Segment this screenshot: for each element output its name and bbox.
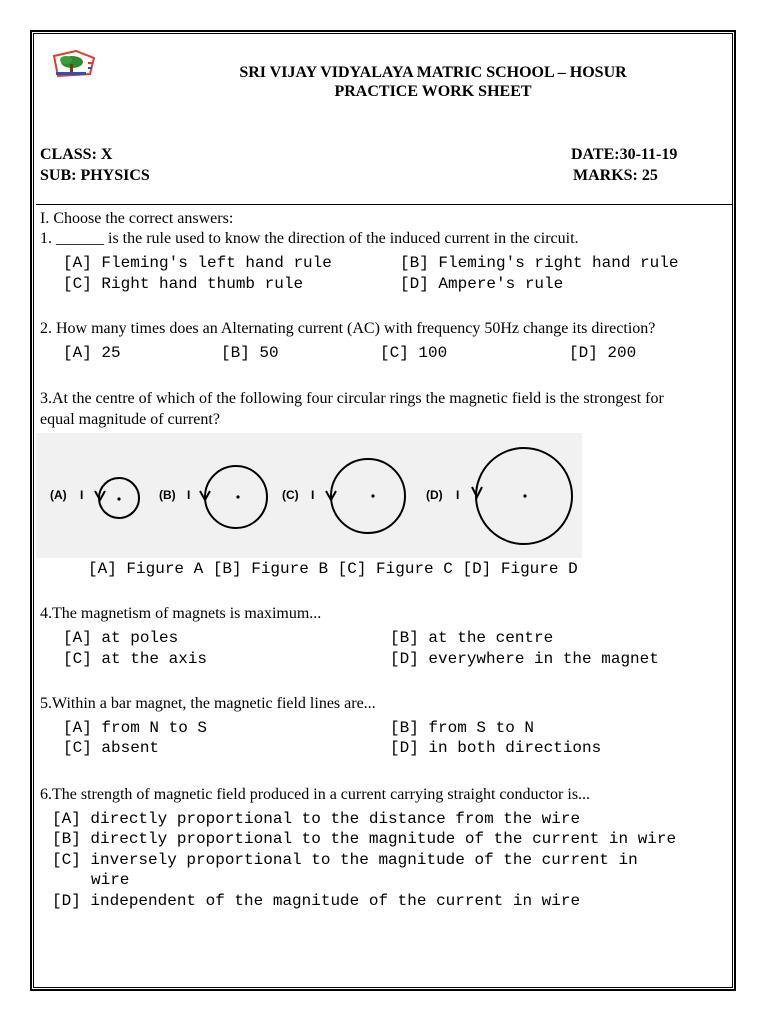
school-header	[160, 63, 706, 101]
figure-label-b: (B)	[159, 488, 176, 502]
question-2-option-a[interactable]: [A] 25	[63, 344, 121, 362]
school-name: SRI VIJAY VIDYALAYA MATRIC SCHOOL – HOSUR	[239, 64, 627, 81]
question-3-text-line2: equal magnitude of current?	[40, 411, 220, 428]
subject-label: SUB: PHYSICS	[40, 167, 150, 184]
question-4-option-a[interactable]: [A] at poles	[63, 629, 179, 647]
question-5-text: 5.Within a bar magnet, the magnetic field lines are...	[40, 695, 376, 712]
question-6-option-c-continued: wire	[91, 871, 130, 889]
question-6-option-d[interactable]: [D] independent of the magnitude of the current in wire	[52, 892, 581, 910]
question-2-option-c[interactable]: [C] 100	[380, 344, 448, 362]
centre-dot-a	[117, 497, 120, 500]
question-1-option-b[interactable]: [B] Fleming's right hand rule	[400, 254, 679, 272]
question-6-option-c[interactable]: [C] inversely proportional to the magnitude of the current in	[52, 851, 638, 869]
current-label-b: I	[187, 488, 191, 502]
school-logo	[50, 50, 98, 80]
question-6-option-b[interactable]: [B] directly proportional to the magnitude of the current in wire	[52, 830, 677, 848]
current-label-c: I	[311, 488, 315, 502]
question-4-option-c[interactable]: [C] at the axis	[63, 650, 208, 668]
question-1-option-d[interactable]: [D] Ampere's rule	[400, 275, 564, 293]
centre-dot-c	[371, 494, 374, 497]
ring-c	[331, 459, 405, 533]
header-divider	[36, 204, 733, 205]
date-label: DATE:30-11-19	[571, 146, 678, 163]
question-5-option-c[interactable]: [C] absent	[63, 739, 160, 757]
worksheet-title: PRACTICE WORK SHEET	[334, 83, 532, 100]
ring-b	[205, 466, 267, 528]
current-label-d: I	[456, 488, 460, 502]
question-4-option-b[interactable]: [B] at the centre	[390, 629, 554, 647]
question-4-option-d[interactable]: [D] everywhere in the magnet	[390, 650, 659, 668]
question-6-option-a[interactable]: [A] directly proportional to the distance from the wire	[52, 810, 581, 828]
question-2-text: 2. How many times does an Alternating current (AC) with frequency 50Hz change its direction?	[40, 320, 656, 337]
question-2-option-d[interactable]: [D] 200	[569, 344, 637, 362]
class-label: CLASS: X	[40, 146, 113, 163]
question-1-option-a[interactable]: [A] Fleming's left hand rule	[63, 254, 332, 272]
centre-dot-d	[523, 494, 526, 497]
question-3-options[interactable]: [A] Figure A [B] Figure B [C] Figure C [D] Figure D	[88, 560, 578, 578]
figure-label-a: (A)	[50, 488, 67, 502]
circular-rings-diagram	[36, 433, 582, 558]
question-1-option-c[interactable]: [C] Right hand thumb rule	[63, 275, 304, 293]
question-5-option-b[interactable]: [B] from S to N	[390, 719, 535, 737]
question-5-option-a[interactable]: [A] from N to S	[63, 719, 208, 737]
marks-label: MARKS: 25	[573, 167, 658, 184]
section-title: I. Choose the correct answers:	[40, 210, 234, 227]
question-2-option-b[interactable]: [B] 50	[221, 344, 279, 362]
centre-dot-b	[236, 495, 239, 498]
question-4-text: 4.The magnetism of magnets is maximum...	[40, 605, 322, 622]
question-6-text: 6.The strength of magnetic field produced in a current carrying straight conductor is...	[40, 786, 591, 803]
question-1-text: 1. ______ is the rule used to know the direction of the induced current in the circuit.	[40, 230, 579, 247]
figure-label-c: (C)	[282, 488, 299, 502]
question-5-option-d[interactable]: [D] in both directions	[390, 739, 602, 757]
question-3-text-line1: 3.At the centre of which of the following four circular rings the magnetic field is the strongest for	[40, 390, 664, 407]
current-label-a: I	[80, 488, 84, 502]
figure-label-d: (D)	[426, 488, 443, 502]
